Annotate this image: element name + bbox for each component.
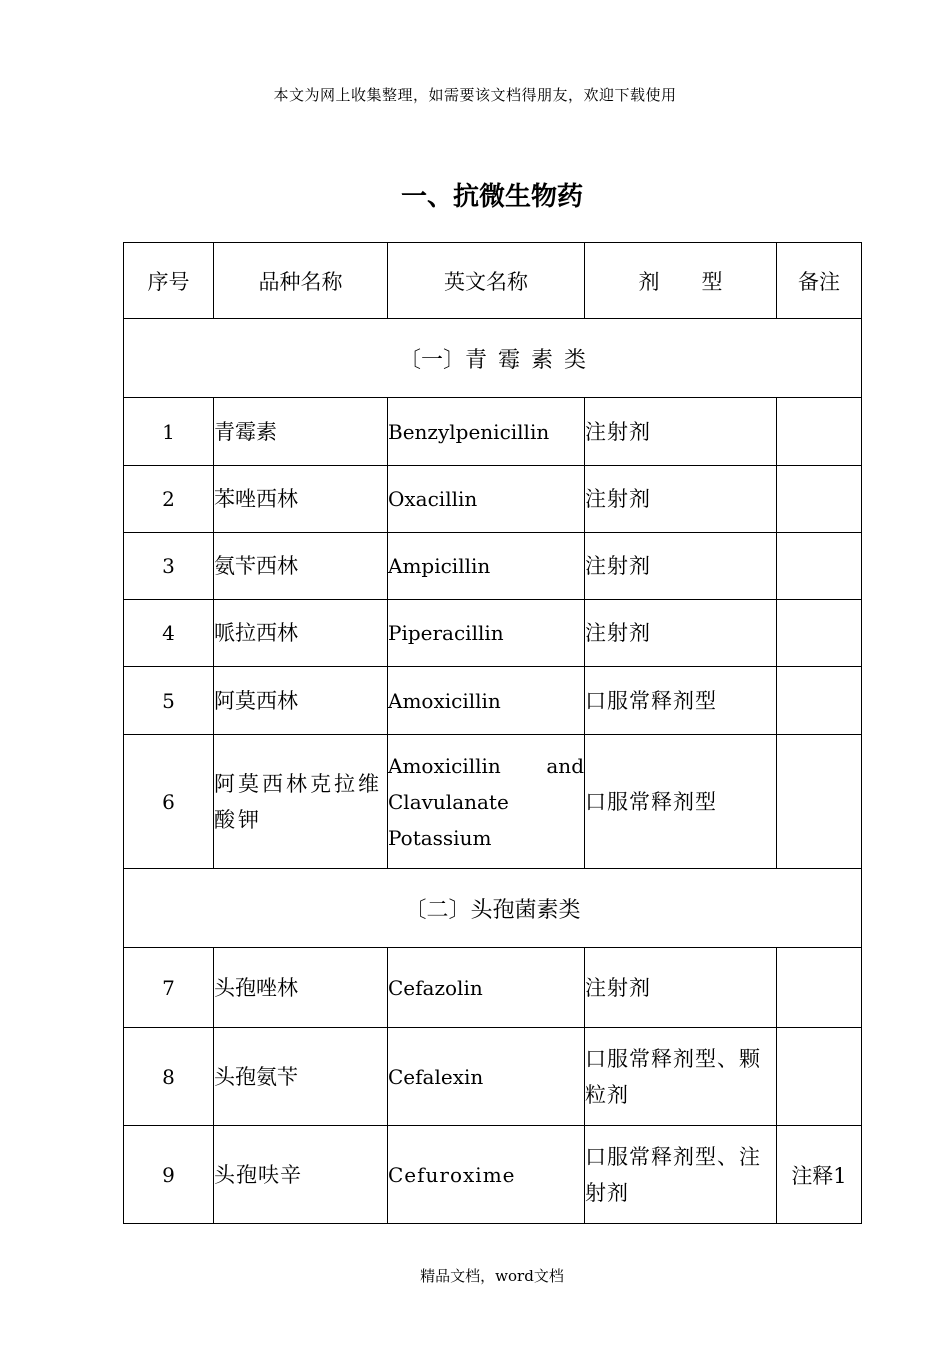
row-note [777, 466, 862, 533]
header-note: 本文为网上收集整理，如需要该文档得朋友，欢迎下载使用 [273, 86, 677, 104]
row-no: 7 [124, 948, 214, 1028]
row-note: 注释1 [777, 1126, 862, 1224]
table-row [124, 948, 862, 1028]
row-note [777, 1028, 862, 1126]
row-en-name: Cefazolin [388, 948, 585, 1028]
header-no: 序号 [124, 243, 214, 319]
table-row [124, 1126, 862, 1224]
row-en-name: Cefalexin [388, 1028, 585, 1126]
row-dosage-form: 口服常释剂型、注射剂 [585, 1126, 777, 1224]
row-no: 8 [124, 1028, 214, 1126]
row-dosage-form: 注射剂 [585, 533, 777, 600]
row-en-name: Amoxicillin and Clavulanate Potassium [388, 735, 585, 869]
header-note: 备注 [777, 243, 862, 319]
row-note [777, 398, 862, 466]
drug-table [123, 242, 862, 1224]
table-row [124, 466, 862, 533]
row-cn-name: 青霉素 [214, 398, 388, 466]
row-cn-name: 头孢呋辛 [214, 1126, 388, 1224]
section-heading: 〔一〕青 霉 素 类 [124, 319, 862, 398]
row-cn-name: 阿莫西林 [214, 667, 388, 735]
table-row [124, 667, 862, 735]
row-cn-name: 氨苄西林 [214, 533, 388, 600]
row-dosage-form: 口服常释剂型 [585, 735, 777, 869]
row-no: 2 [124, 466, 214, 533]
footer-note: 精品文档，word文档 [420, 1267, 564, 1285]
page-title: 一、抗微生物药 [400, 182, 583, 212]
row-no: 6 [124, 735, 214, 869]
row-cn-name: 哌拉西林 [214, 600, 388, 667]
row-dosage-form: 注射剂 [585, 398, 777, 466]
row-cn-name: 阿莫西林克拉维酸钾 [214, 735, 388, 869]
row-cn-name: 头孢唑林 [214, 948, 388, 1028]
table-row [124, 735, 862, 869]
table-row [124, 398, 862, 466]
row-dosage-form: 口服常释剂型 [585, 667, 777, 735]
row-en-name: Ampicillin [388, 533, 585, 600]
row-dosage-form: 注射剂 [585, 948, 777, 1028]
row-en-name: Benzylpenicillin [388, 398, 585, 466]
row-no: 5 [124, 667, 214, 735]
row-cn-name: 苯唑西林 [214, 466, 388, 533]
row-dosage-form: 注射剂 [585, 466, 777, 533]
row-en-name: Amoxicillin [388, 667, 585, 735]
row-no: 9 [124, 1126, 214, 1224]
row-note [777, 735, 862, 869]
row-note [777, 600, 862, 667]
row-no: 4 [124, 600, 214, 667]
table-header-row [124, 243, 862, 319]
row-en-name: Piperacillin [388, 600, 585, 667]
row-cn-name: 头孢氨苄 [214, 1028, 388, 1126]
table-row [124, 600, 862, 667]
section-heading: 〔二〕头孢菌素类 [124, 869, 862, 948]
row-note [777, 533, 862, 600]
section-row [124, 319, 862, 398]
row-note [777, 667, 862, 735]
section-row [124, 869, 862, 948]
header-dosage-form: 剂 型 [585, 243, 777, 319]
row-en-name: Cefuroxime [388, 1126, 585, 1224]
row-note [777, 948, 862, 1028]
row-dosage-form: 口服常释剂型、颗粒剂 [585, 1028, 777, 1126]
table-row [124, 533, 862, 600]
row-dosage-form: 注射剂 [585, 600, 777, 667]
row-no: 1 [124, 398, 214, 466]
header-cn-name: 品种名称 [214, 243, 388, 319]
row-en-name: Oxacillin [388, 466, 585, 533]
table-row [124, 1028, 862, 1126]
header-en-name: 英文名称 [388, 243, 585, 319]
row-no: 3 [124, 533, 214, 600]
